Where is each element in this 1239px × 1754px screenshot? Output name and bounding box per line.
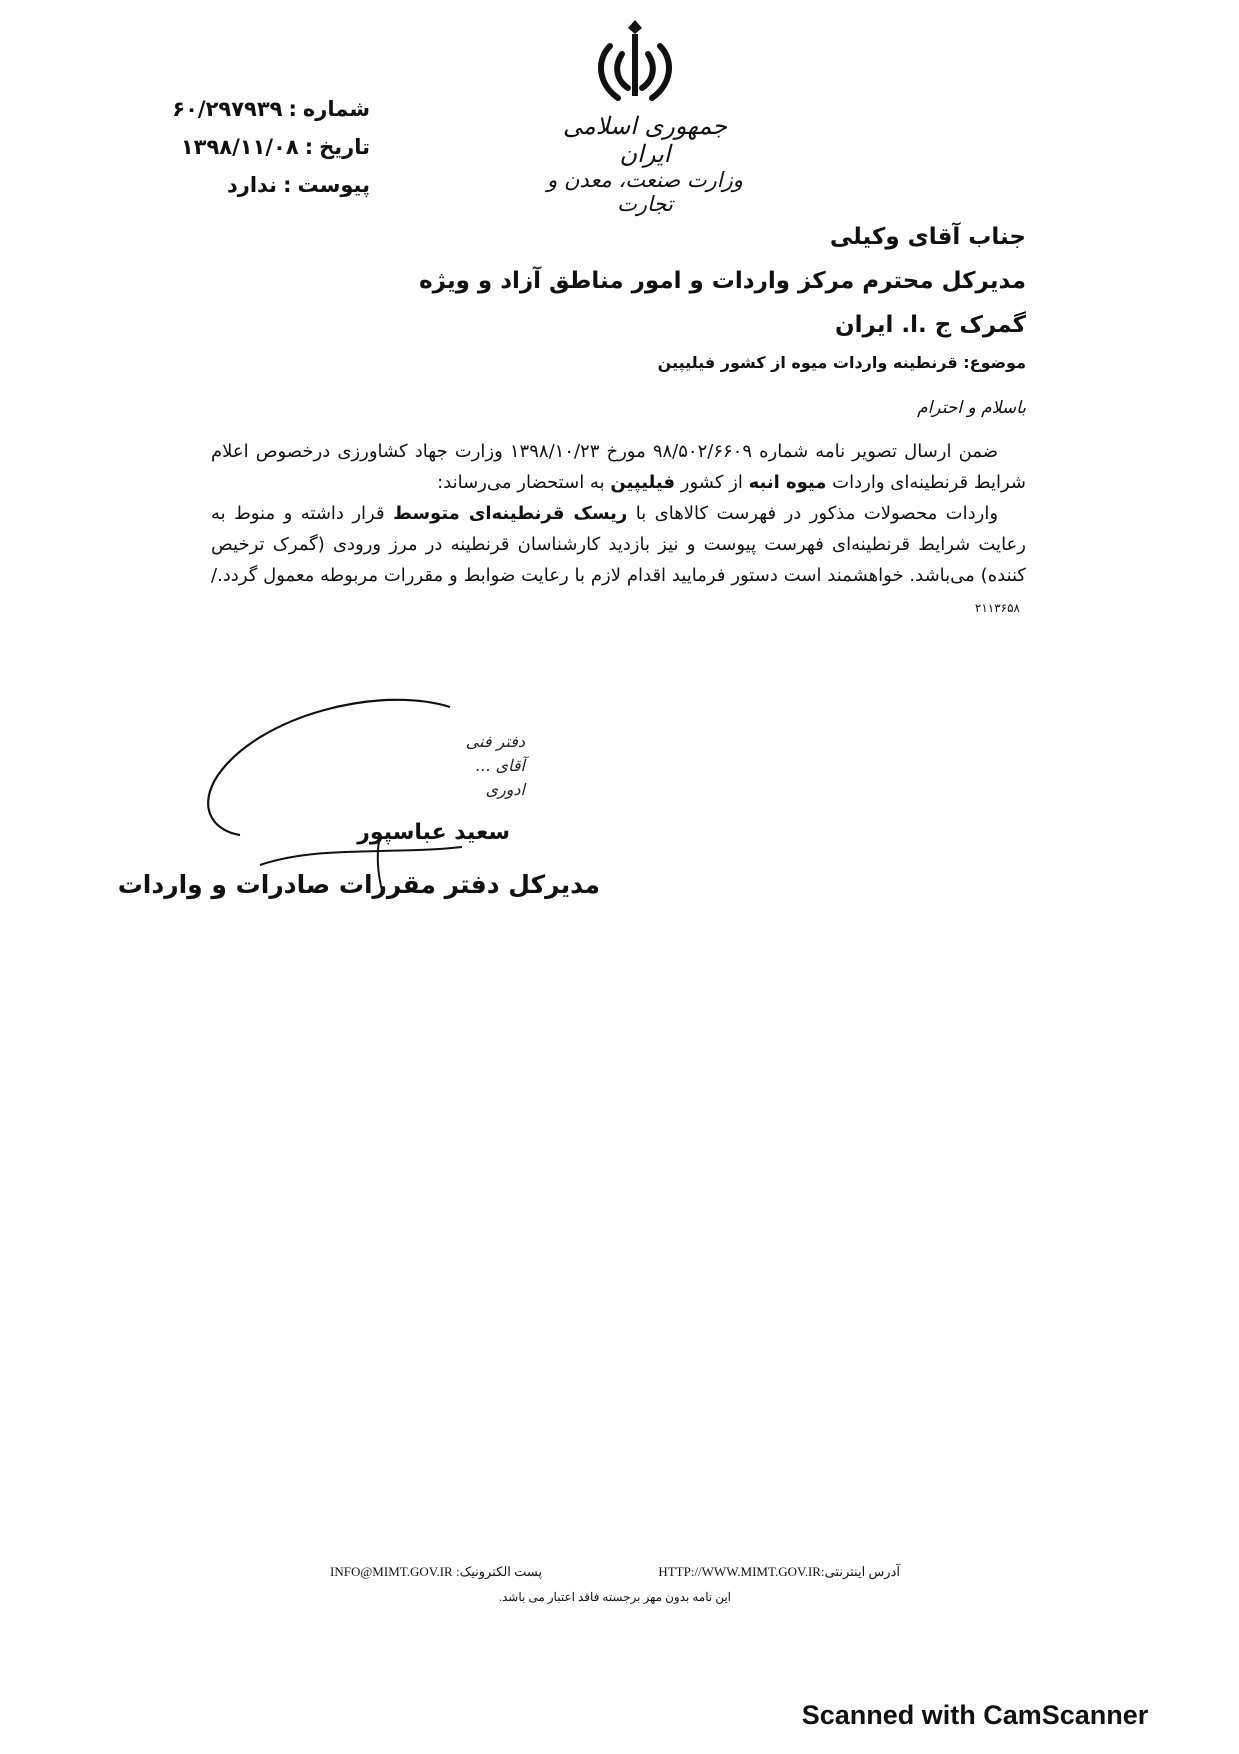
recipient-name: جناب آقای وکیلی xyxy=(829,224,1026,250)
footer-note: این نامه بدون مهر برجسته فاقد اعتبار می باشد. xyxy=(498,1590,732,1604)
letter-number-label: شماره xyxy=(302,97,370,121)
footer-website: HTTP://WWW.MIMT.GOV.IRآدرس اینترنتی: xyxy=(658,1564,900,1579)
body-paragraph-1: ضمن ارسال تصویر نامه شماره ۹۸/۵۰۲/۶۶۰۹ مورخ ۱۳۹۸/۱۰/۲۳ وزارت جهاد کشاورزی درخصوص اعلام شرایط قرنطینه‌ای واردات میوه انبه از کشور فیلیپین به استحضار می‌رساند: xyxy=(211,441,1026,493)
recipient-title: مدیرکل محترم مرکز واردات و امور مناطق آزاد و ویژه xyxy=(419,268,1026,294)
letter-number-row: شماره:۶۰/۲۹۷۹۳۹ xyxy=(130,90,370,128)
country-name: جمهوری اسلامی ایران xyxy=(562,112,728,168)
letter-subject: موضوع: قرنطینه واردات میوه از کشور فیلیپین xyxy=(657,353,1026,372)
scanner-watermark: Scanned with CamScanner xyxy=(801,1700,1149,1730)
footer-email: INFO@MIMT.GOV.IR پست الکترونیک: xyxy=(330,1564,543,1579)
letter-attachment-value: ندارد xyxy=(226,173,278,197)
recipient-organization: گمرک ج .ا. ایران xyxy=(835,312,1026,338)
signatory-title: مدیرکل دفتر مقررات صادرات و واردات xyxy=(117,870,600,899)
greeting: باسلام و احترام xyxy=(917,398,1026,418)
iran-emblem-icon xyxy=(590,18,680,108)
fruit-name: میوه انبه xyxy=(748,472,827,493)
letter-footer xyxy=(330,1560,900,1605)
letter-attachment-row: پیوست:ندارد xyxy=(130,166,370,204)
country-of-origin: فیلیپین xyxy=(610,472,676,493)
letter-attachment-label: پیوست xyxy=(297,173,370,197)
body-paragraph-2: واردات محصولات مذکور در فهرست کالاهای با ریسک قرنطینه‌ای متوسط قرار داشته و منوط به رعایت شرایط قرنطینه‌ای فهرست پیوست و نیز بازدید کارشناسان قرنطینه در مرز ورودی (گمرک ترخیص کننده) می‌باشد. خواهشمند است دستور فرمایید اقدام لازم با رعایت ضوابط و مقررات مربوطه معمول گردد./ ۲۱۱۳۶۵۸ xyxy=(211,503,1026,615)
handwritten-note: دفتر فنی آقای ... ادوری xyxy=(465,732,525,799)
signatory-name: سعید عباسپور xyxy=(357,820,510,845)
reference-number: ۲۱۱۳۶۵۸ xyxy=(974,601,1020,615)
letter-date-label: تاریخ xyxy=(319,135,370,159)
letter-date-row: تاریخ:۱۳۹۸/۱۱/۰۸ xyxy=(130,128,370,166)
ministry-name: وزارت صنعت، معدن و تجارت xyxy=(547,168,743,216)
risk-level: ریسک قرنطینه‌ای متوسط xyxy=(393,503,628,524)
letter-date-value: ۱۳۹۸/۱۱/۰۸ xyxy=(180,135,299,159)
letter-number-value: ۶۰/۲۹۷۹۳۹ xyxy=(172,97,283,121)
letter-meta xyxy=(130,90,370,204)
letter-body xyxy=(211,436,1026,624)
recipient-block xyxy=(406,215,1026,379)
